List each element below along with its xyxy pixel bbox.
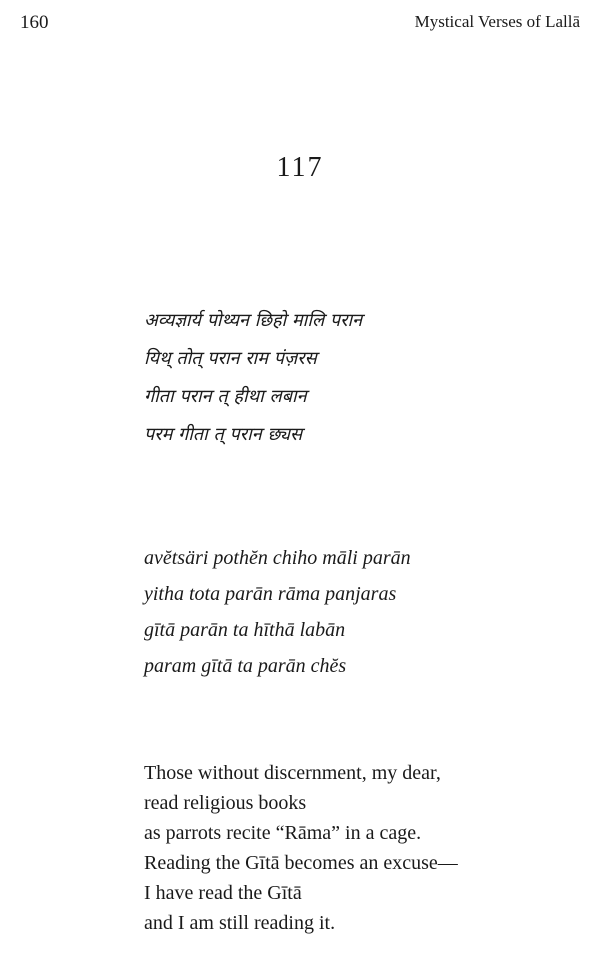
transliteration-line: avĕtsäri pothĕn chiho māli parān [144, 547, 411, 569]
running-title: Mystical Verses of Lallā [414, 12, 580, 31]
translation-stanza [144, 758, 458, 938]
translation-line: read religious books [144, 792, 307, 814]
transliteration-line: yitha tota parān rāma panjaras [144, 583, 397, 605]
transliteration-stanza [144, 540, 411, 684]
translation-line: Those without discernment, my dear, [144, 762, 441, 784]
devanagari-stanza [144, 302, 362, 454]
devanagari-line: गीता परान त् हीथा लबान [144, 386, 307, 407]
page-number: 160 [20, 12, 49, 33]
verse-number: 117 [276, 152, 324, 183]
translation-line: and I am still reading it. [144, 912, 336, 934]
transliteration-line: param gītā ta parān chĕs [144, 655, 347, 677]
transliteration-line: gītā parān ta hīthā labān [144, 619, 346, 641]
translation-line: Reading the Gītā becomes an excuse— [144, 852, 458, 874]
devanagari-line: यिथ् तोत् परान राम पंज़रस [144, 348, 317, 369]
devanagari-line: अव्यज्ञार्य पोथ्यन छिहो मालि परान [144, 310, 363, 331]
devanagari-line: परम गीता त् परान छ्यस [144, 424, 303, 445]
translation-line: as parrots recite “Rāma” in a cage. [144, 822, 422, 844]
page-header [20, 12, 580, 38]
translation-line: I have read the Gītā [144, 882, 302, 904]
